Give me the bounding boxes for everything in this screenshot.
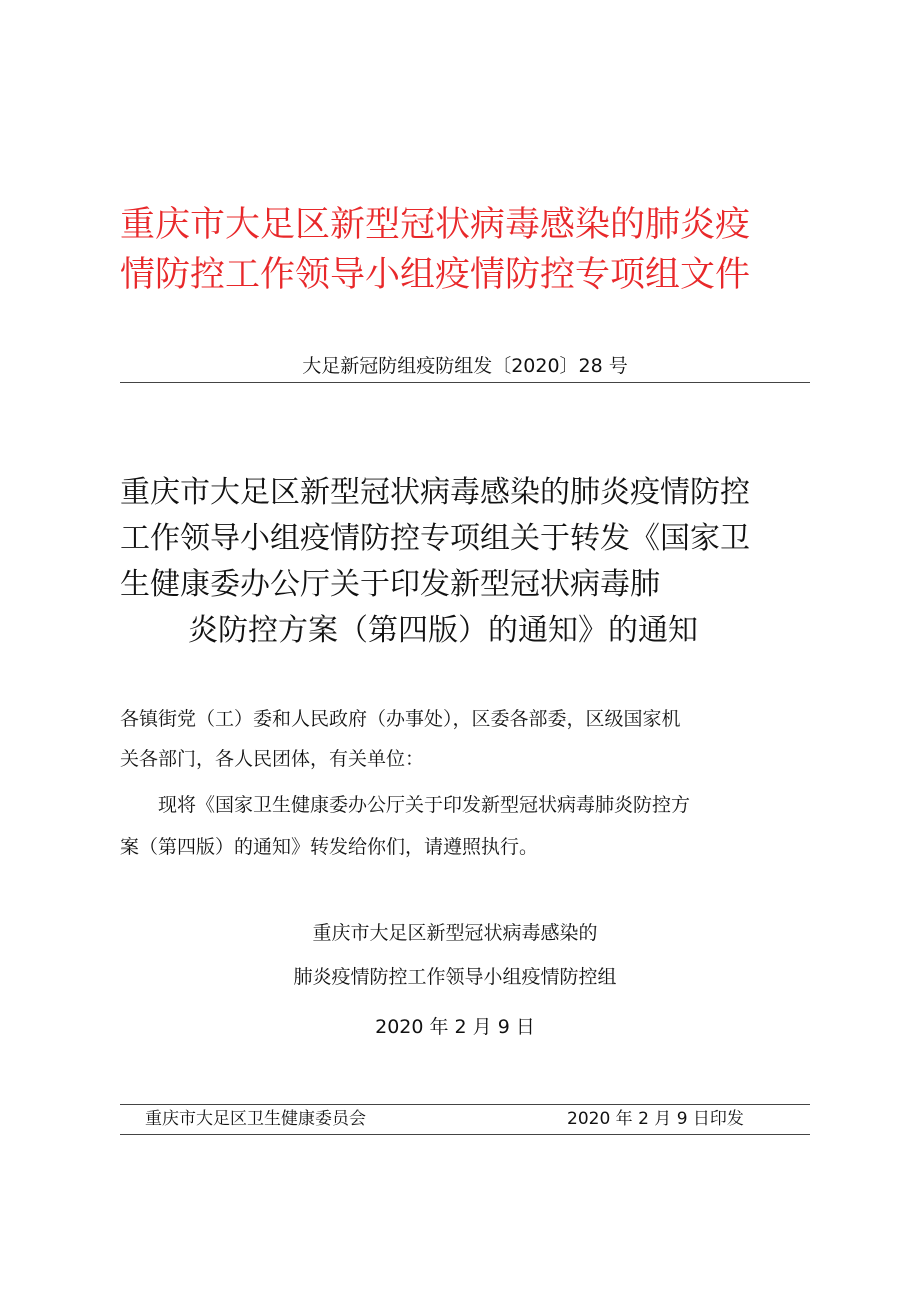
title-line-1: 重庆市大足区新型冠状病毒感染的肺炎疫情防控: [120, 475, 750, 510]
document-red-header: [120, 200, 820, 300]
signature-org-line-2: 肺炎疫情防控工作领导小组疫情防控组: [293, 966, 617, 988]
title-line-2: 工作领导小组疫情防控专项组关于转发《国家卫: [120, 521, 750, 556]
recipients-line-1: 各镇街党（工）委和人民政府（办事处），区委各部委，区级国家机: [120, 708, 681, 730]
content-line-2: 案（第四版）的通知》转发给你们，请遵照执行。: [120, 836, 539, 858]
document-title: [120, 470, 820, 654]
red-header-line-1: 重庆市大足区新型冠状病毒感染的肺炎疫: [120, 205, 751, 245]
footer-bottom-divider: [120, 1134, 810, 1135]
signature-date: 2020 年 2 月 9 日: [375, 1016, 535, 1038]
document-number: 大足新冠防组疫防组发〔2020〕28 号: [302, 355, 628, 377]
signature-org-line-1: 重庆市大足区新型冠状病毒感染的: [312, 922, 598, 944]
title-line-3: 生健康委办公厅关于印发新型冠状病毒肺: [120, 567, 660, 602]
recipients-line-2: 关各部门，各人民团体，有关单位：: [120, 748, 425, 770]
red-header-line-2: 情防控工作领导小组疫情防控专项组文件: [120, 255, 751, 295]
header-divider: [120, 382, 810, 383]
content-line-1: 现将《国家卫生健康委办公厅关于印发新型冠状病毒肺炎防控方: [158, 794, 691, 816]
footer-issuer: 重庆市大足区卫生健康委员会: [145, 1109, 366, 1129]
footer-issue-date: 2020 年 2 月 9 日印发: [567, 1109, 744, 1129]
title-line-4: 炎防控方案（第四版）的通知》的通知: [188, 613, 698, 648]
footer-top-divider: [120, 1104, 810, 1105]
